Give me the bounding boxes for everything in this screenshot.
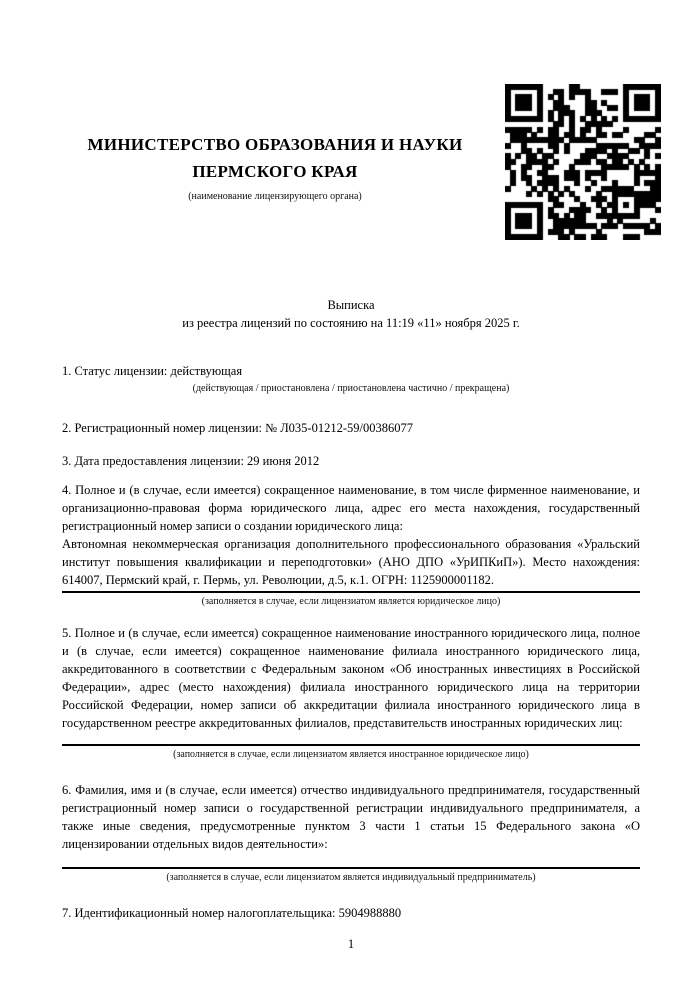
field-foreign-entity-label: 5. Полное и (в случае, если имеется) сокращенное наименование иностранного юридического лица, полное и (в случае, если имеется) сокращенное наименование филиала иностранного юридического лица, аккредитованного в соответствии с Федеральным законом «Об иностранных инвестициях в Российской Федерации», адрес (место нахождения) филиала иностранного юридического лица на территории Российской Федерации, номер записи об аккредитации филиала иностранного юридического лица в государственном реестре аккредитованных филиалов, представительств иностранных юридических лиц: — [62, 626, 640, 730]
field-registration-number: 2. Регистрационный номер лицензии: № Л035-01212-59/00386077 — [62, 421, 413, 435]
field-legal-entity-value: Автономная некоммерческая организация дополнительного профессионального образования «Уральский институт повышения квалификации и переподготовки» (АНО ДПО «УрИПКиП»). Место нахождения: 614007, Пермский край, г. Пермь, ул. Революции, д.5, к.1. ОГРН: 1125900001182. — [62, 537, 640, 587]
field-legal-entity-caption: (заполняется в случае, если лицензиатом является юридическое лицо) — [201, 596, 501, 607]
field-legal-entity — [62, 481, 640, 589]
page-number: 1 — [347, 937, 355, 951]
qr-code — [505, 84, 661, 240]
field-license-status-caption: (действующая / приостановлена / приостановлена частично / прекращена) — [192, 383, 510, 394]
document-title-line2: из реестра лицензий по состоянию на 11:19 «11» ноября 2025 г. — [182, 316, 520, 330]
field-individual-entrepreneur — [62, 781, 640, 853]
field-foreign-entity-caption: (заполняется в случае, если лицензиатом является иностранное юридическое лицо) — [173, 749, 529, 760]
ministry-name-caption: (наименование лицензирующего органа) — [188, 191, 362, 202]
fill-in-line-legal-entity — [62, 591, 640, 593]
ministry-name-line1: МИНИСТЕРСТВО ОБРАЗОВАНИЯ И НАУКИ — [87, 135, 463, 154]
document-body — [62, 296, 640, 953]
ministry-name-line2: ПЕРМСКОГО КРАЯ — [192, 162, 358, 181]
document-title — [62, 296, 640, 332]
field-license-grant-date: 3. Дата предоставления лицензии: 29 июня 2012 — [62, 454, 320, 468]
field-legal-entity-label: 4. Полное и (в случае, если имеется) сокращенное наименование, в том числе фирменное наименование, и организационно-правовая форма юридического лица, адрес его места нахождения, государственный регистрационный номер записи о создании юридического лица: — [62, 483, 640, 533]
licensing-authority-header — [58, 131, 492, 204]
field-individual-entrepreneur-caption: (заполняется в случае, если лицензиатом является индивидуальный предприниматель) — [166, 872, 536, 883]
fill-in-line-foreign-entity — [62, 744, 640, 746]
field-foreign-entity — [62, 624, 640, 732]
document-title-line1: Выписка — [327, 298, 375, 312]
qr-code-image — [505, 84, 661, 240]
field-license-status: 1. Статус лицензии: действующая — [62, 364, 243, 378]
field-individual-entrepreneur-label: 6. Фамилия, имя и (в случае, если имеется) отчество индивидуального предпринимателя, государственный регистрационный номер записи о государственной регистрации индивидуального предпринимателя, а также иные сведения, предусмотренные пунктом 3 части 1 статьи 15 Федерального закона «О лицензировании отдельных видов деятельности»: — [62, 783, 640, 851]
fill-in-line-individual-entrepreneur — [62, 867, 640, 869]
field-taxpayer-id: 7. Идентификационный номер налогоплательщика: 5904988880 — [62, 906, 402, 920]
